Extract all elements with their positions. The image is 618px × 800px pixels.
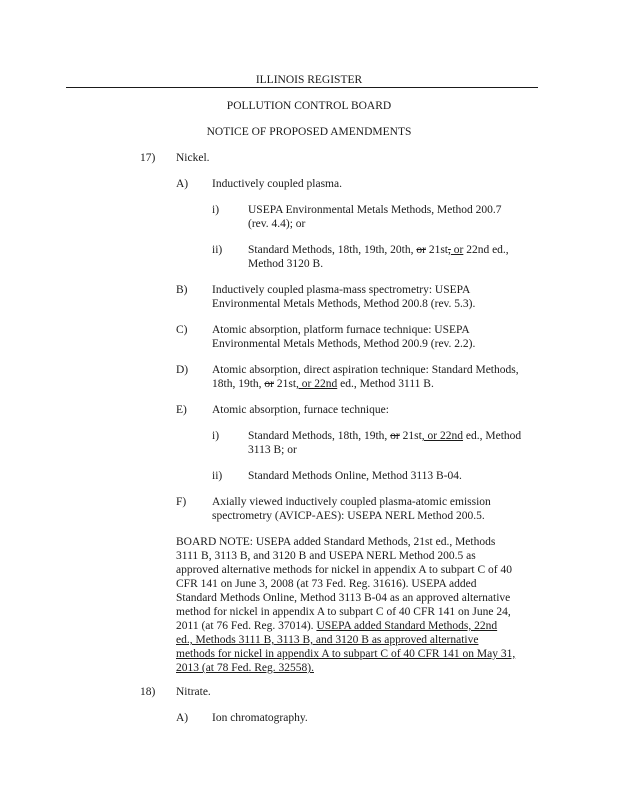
item-17-C-line2: Environmental Metals Methods, Method 200.9 (rev. 2.2). xyxy=(212,338,476,350)
inserted-text: or xyxy=(450,244,464,256)
item-17-B-line2: Environmental Metals Methods, Method 200.8 (rev. 5.3). xyxy=(212,298,476,310)
deleted-text: or xyxy=(264,378,274,390)
deleted-text: , xyxy=(447,244,451,256)
register-header: ILLINOIS REGISTER xyxy=(255,74,363,86)
item-17-A-label: A) xyxy=(176,178,189,190)
item-17-E-i-line2: 3113 B; or xyxy=(248,444,297,456)
item-17-A-text: Inductively coupled plasma. xyxy=(212,178,342,190)
item-17-A-i-line1: USEPA Environmental Metals Methods, Method 200.7 xyxy=(248,204,502,216)
item-18-title: Nitrate. xyxy=(176,686,211,698)
item-17-E-ii-label: ii) xyxy=(212,470,223,482)
item-17-A-i-label: i) xyxy=(212,204,220,216)
item-18-A-text: Ion chromatography. xyxy=(212,712,308,724)
item-17-B-label: B) xyxy=(176,284,188,296)
item-17-E-text: Atomic absorption, furnace technique: xyxy=(212,404,389,416)
board-note-line: Standard Methods Online, Method 3113 B-04 as an approved alternative xyxy=(176,592,511,604)
item-17-E-i-label: i) xyxy=(212,430,220,442)
board-note xyxy=(176,535,546,675)
item-17-A-ii-label: ii) xyxy=(212,244,223,256)
item-18-number: 18) xyxy=(140,686,156,698)
board-note-line: 2011 (at 76 Fed. Reg. 37014). USEPA added Standard Methods, 22nd xyxy=(176,620,498,632)
item-17-A-ii-line1: Standard Methods, 18th, 19th, 20th, or 21st, or 22nd ed., xyxy=(248,244,509,256)
item-17-C-line1: Atomic absorption, platform furnace technique: USEPA xyxy=(212,324,470,336)
item-17-D-line1: Atomic absorption, direct aspiration technique: Standard Methods, xyxy=(212,364,519,376)
inserted-text: methods for nickel in appendix A to subpart C of 40 CFR 141 on May 31, xyxy=(176,648,516,660)
deleted-text: or xyxy=(390,430,400,442)
deleted-text: or xyxy=(416,244,426,256)
inserted-text: ed., Methods 3111 B, 3113 B, and 3120 B as approved alternative xyxy=(176,634,479,646)
board-note-line: 3111 B, 3113 B, and 3120 B and USEPA NERL Method 200.5 as xyxy=(176,550,476,562)
inserted-text: , or 22nd xyxy=(421,430,464,442)
item-17-A-ii-line2: Method 3120 B. xyxy=(248,258,324,270)
inserted-text: , or 22nd xyxy=(296,378,338,390)
item-17-number: 17) xyxy=(140,152,156,164)
item-17-B-line1: Inductively coupled plasma-mass spectrometry: USEPA xyxy=(212,284,471,296)
board-note-line: method for nickel in appendix A to subpart C of 40 CFR 141 on June 24, xyxy=(176,606,511,618)
item-18-A-label: A) xyxy=(176,712,189,724)
item-17-D-label: D) xyxy=(176,364,189,376)
item-17-E-label: E) xyxy=(176,404,187,416)
item-17-E-i-line1: Standard Methods, 18th, 19th, or 21st, or 22nd ed., Method xyxy=(248,430,522,442)
board-note-line: BOARD NOTE: USEPA added Standard Methods, 21st ed., Methods xyxy=(176,536,496,548)
item-17-F-label: F) xyxy=(176,496,187,508)
inserted-text: 2013 (at 78 Fed. Reg. 32558). xyxy=(176,662,314,674)
item-17-E-ii-text: Standard Methods Online, Method 3113 B-04. xyxy=(248,470,462,482)
item-17-D-line2: 18th, 19th, or 21st, or 22nd ed., Method 3111 B. xyxy=(212,378,434,390)
board-header: POLLUTION CONTROL BOARD xyxy=(226,100,392,112)
item-17-C-label: C) xyxy=(176,324,188,336)
item-17-F-line2: spectrometry (AVICP-AES): USEPA NERL Method 200.5. xyxy=(212,510,485,522)
header-rule xyxy=(66,87,538,88)
item-17-A-i-line2: (rev. 4.4); or xyxy=(248,218,306,230)
board-note-line: CFR 141 on June 3, 2008 (at 73 Fed. Reg. 31616). USEPA added xyxy=(176,578,477,590)
inserted-text: USEPA added Standard Methods, 22nd xyxy=(316,620,498,632)
notice-header: NOTICE OF PROPOSED AMENDMENTS xyxy=(206,126,412,138)
item-17-F-line1: Axially viewed inductively coupled plasma-atomic emission xyxy=(212,496,491,508)
board-note-line: approved alternative methods for nickel in appendix A to subpart C of 40 xyxy=(176,564,512,576)
item-17-title: Nickel. xyxy=(176,152,210,164)
